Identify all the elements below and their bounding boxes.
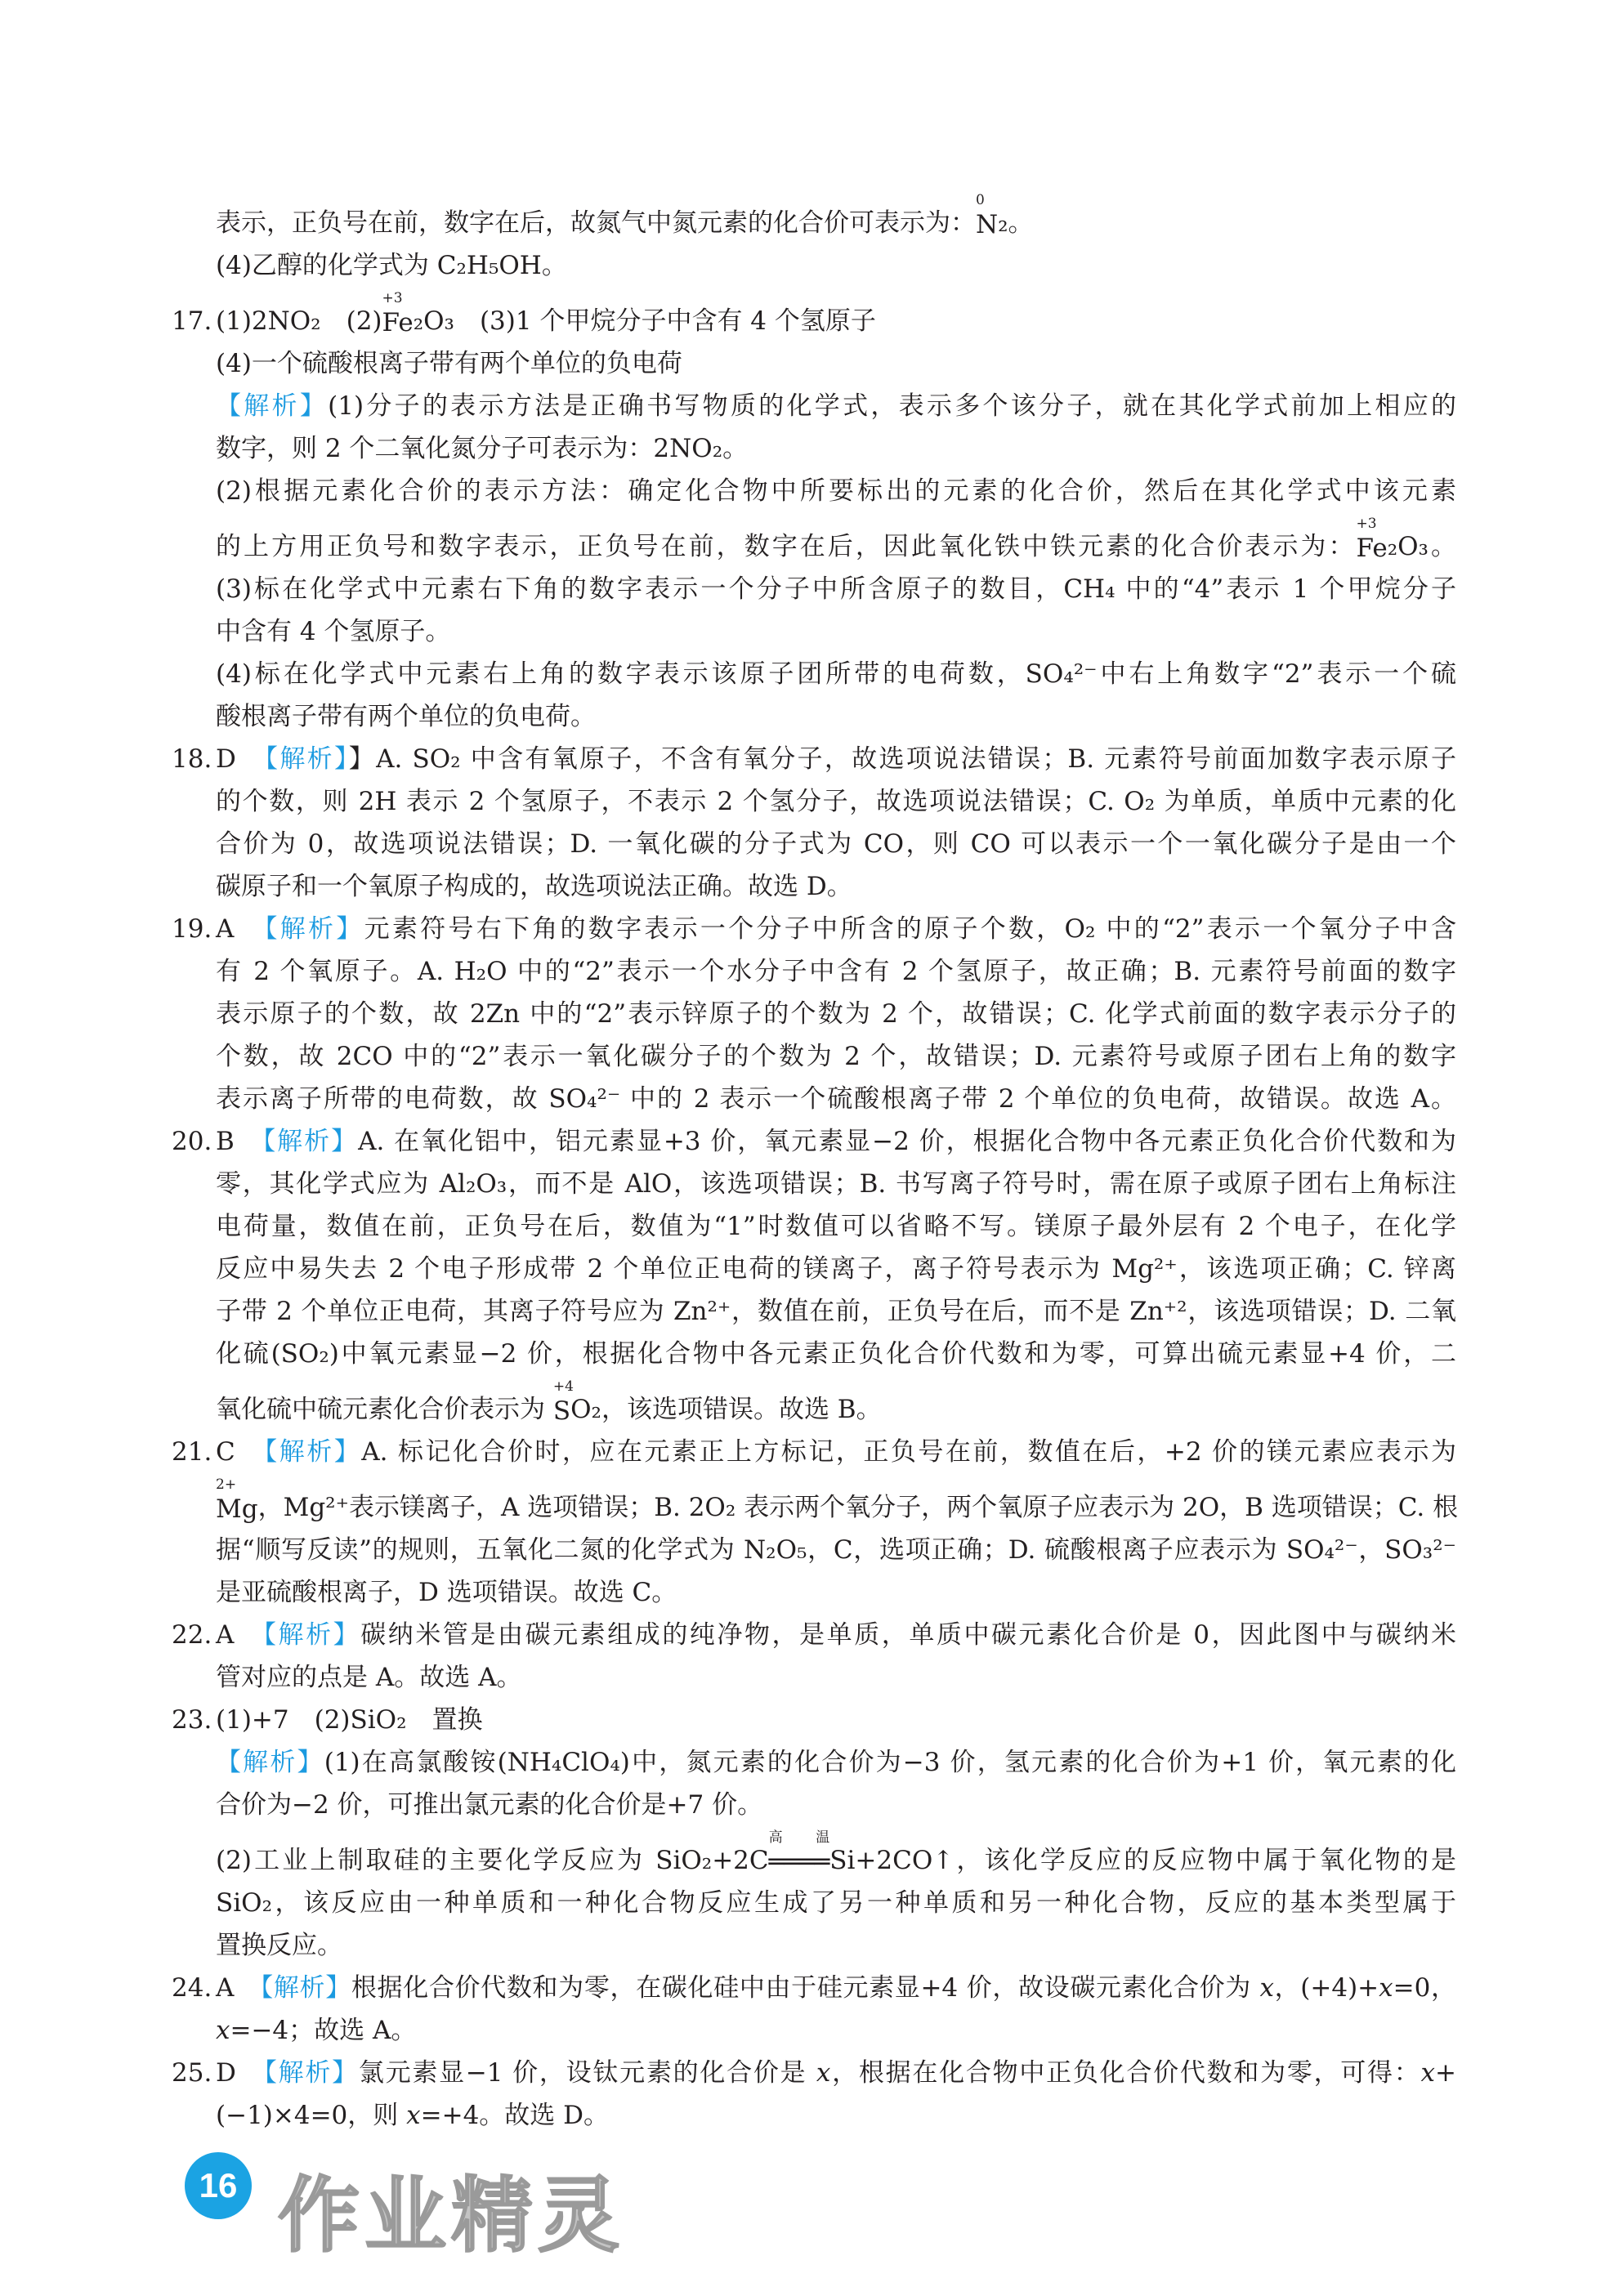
indent: [172, 1741, 216, 1784]
text-line: [172, 470, 1456, 512]
indent: [172, 1078, 216, 1120]
text-line: [172, 1784, 1456, 1826]
text-segment: =−4；故选 A。: [230, 2016, 417, 2045]
line-text: [216, 2094, 1456, 2137]
line-text: [216, 738, 1456, 780]
answer-text: [172, 189, 1459, 2137]
text-line: [172, 191, 1456, 244]
text-segment: (2)根据元素化合价的表示方法：确定化合物中所要标出的元素的化合价，然后在其化学式中该元素: [216, 476, 1456, 506]
text-segment: (1)2NO₂ (2): [216, 306, 382, 336]
indent: [172, 865, 216, 908]
text-line: [172, 1078, 1456, 1120]
page-number-badge: 16: [185, 2152, 252, 2219]
text-segment: B: [216, 1127, 263, 1156]
text-segment: 管对应的点是 A。故选 A。: [216, 1663, 522, 1692]
text-segment: 有 2 个氧原子。A. H₂O 中的“2”表示一个水分子中含有 2 个氢原子，故正确；B. 元素符号前面的数字: [216, 957, 1456, 986]
analysis-label: 【解析】: [264, 914, 364, 944]
indent: [172, 470, 216, 512]
line-text: [216, 865, 1456, 908]
text-segment: 碳纳米管是由碳元素组成的纯净物，是单质，单质中碳元素化合价是 0，因此图中与碳纳米: [360, 1620, 1457, 1650]
text-segment: A. 标记化合价时，应在元素正上方标记，正负号在前，数值在后，+2 价的镁元素应表示为: [361, 1437, 1456, 1467]
text-line: [172, 342, 1456, 385]
text-line: [172, 427, 1456, 470]
text-line: [172, 1882, 1456, 1924]
element-symbol: ════: [768, 1847, 830, 1877]
text-segment: ₂O₃ (3)1 个甲烷分子中含有 4 个氢原子: [413, 306, 876, 336]
text-line: [172, 1656, 1456, 1699]
text-line: [172, 1205, 1456, 1248]
line-text: [216, 1163, 1456, 1205]
line-text: [216, 1784, 1456, 1826]
text-segment: (1)分子的表示方法是正确书写物质的化学式，表示多个该分子，就在其化学式前加上相应的: [328, 391, 1456, 421]
text-segment: 根据化合价代数和为零，在碳化硅中由于硅元素显+4 价，故设碳元素化合价为: [351, 1973, 1260, 2003]
text-line: [172, 1333, 1456, 1375]
indent: [172, 1924, 216, 1967]
indent: [172, 1784, 216, 1826]
question-number: 25.: [172, 2058, 212, 2088]
indent: [172, 2094, 216, 2137]
text-line: [172, 1476, 1459, 1529]
text-segment: 元素符号右下角的数字表示一个分子中所含的原子个数，O₂ 中的“2”表示一个氧分子中含: [364, 914, 1457, 944]
text-line: [172, 385, 1456, 427]
analysis-label: 【解析】: [264, 1437, 362, 1467]
analysis-label: 【解析】: [216, 1748, 324, 1777]
line-text: [216, 385, 1456, 427]
text-segment: 化硫(SO₂)中氧元素显−2 价，根据化合物中各元素正负化合价代数和为零，可算出硫元素显+4 价，二: [216, 1339, 1456, 1369]
text-line: [172, 695, 1456, 738]
line-text: [216, 1378, 1456, 1431]
line-text: [216, 950, 1456, 993]
line-text: [216, 427, 1456, 470]
question-number: 19.: [172, 914, 212, 944]
line-text: [216, 993, 1456, 1035]
line-text: [216, 1431, 1456, 1473]
valence-mark: [382, 289, 414, 337]
indent: [172, 1388, 216, 1431]
line-text: [216, 1290, 1456, 1333]
text-segment: 氯元素显−1 价，设钛元素的化合价是: [358, 2058, 816, 2088]
analysis-label: 【解析】: [265, 744, 349, 774]
analysis-label: 【解析】: [263, 1620, 361, 1650]
text-segment: =+4。故选 D。: [420, 2101, 610, 2130]
text-segment: 电荷量，数值在前，正负号在后，数值为“1”时数值可以省略不写。镁原子最外层有 2 个电子，在化学: [216, 1212, 1456, 1241]
line-text: [216, 1035, 1456, 1078]
text-segment: A: [216, 914, 265, 944]
indent: [172, 1882, 216, 1924]
question-number: 20.: [172, 1127, 212, 1156]
element-symbol: Fe: [1356, 533, 1388, 563]
line-text: [216, 1614, 1456, 1656]
text-line: [172, 950, 1456, 993]
element-symbol: Fe: [382, 307, 414, 337]
valence-number: +4: [552, 1378, 574, 1395]
text-segment: (4)一个硫酸根离子带有两个单位的负电荷: [216, 349, 682, 378]
line-text: [216, 823, 1456, 865]
indent: [172, 1529, 216, 1571]
indent: [172, 993, 216, 1035]
text-line: [172, 865, 1456, 908]
question-number: 18.: [172, 744, 212, 774]
line-text: [216, 1699, 1456, 1741]
text-segment: 中含有 4 个氢原子。: [216, 617, 451, 646]
text-line: [172, 1924, 1456, 1967]
text-segment: 数字，则 2 个二氧化氮分子可表示为：2NO₂。: [216, 434, 749, 463]
text-segment: 个数，故 2CO 中的“2”表示一氧化碳分子的个数为 2 个，故错误；D. 元素符号或原子团右上角的数字: [216, 1042, 1456, 1071]
text-line: [172, 823, 1456, 865]
variable: x: [1420, 2058, 1436, 2088]
analysis-label: 【解析】: [262, 1127, 359, 1156]
line-text: [216, 2009, 1456, 2052]
question-number: 21.: [172, 1437, 212, 1467]
text-segment: ，Mg²⁺表示镁离子，A 选项错误；B. 2O₂ 表示两个氧分子，两个氧原子应表示为 2O，B 选项错误；C. 根: [257, 1493, 1459, 1522]
line-text: [216, 289, 1456, 342]
element-symbol: Mg: [216, 1494, 258, 1524]
text-segment: ，根据在化合物中正负化合价代数和为零，可得：: [830, 2058, 1421, 2088]
text-line: [172, 2052, 1456, 2094]
indent: [172, 202, 216, 244]
text-segment: Si+2CO↑，该化学反应的反应物中属于氧化物的是: [829, 1846, 1456, 1875]
line-text: [216, 610, 1456, 653]
analysis-label: 【解析】: [216, 391, 329, 421]
question-number: 22.: [172, 1620, 212, 1650]
text-segment: (4)标在化学式中元素右上角的数字表示该原子团所带的电荷数，SO₄²⁻中右上角数字“2”表示一个硫: [216, 659, 1456, 689]
text-line: [172, 993, 1456, 1035]
text-line: [172, 738, 1456, 780]
text-line: [172, 1248, 1456, 1290]
indent: [172, 568, 216, 610]
line-text: [216, 1120, 1456, 1163]
line-text: [216, 2052, 1456, 2094]
valence-mark: [1356, 515, 1388, 563]
text-line: [172, 1614, 1456, 1656]
text-line: [172, 1290, 1456, 1333]
indent: [172, 1656, 216, 1699]
line-text: [216, 1333, 1456, 1375]
text-line: [172, 1431, 1456, 1473]
text-segment: (1)+7 (2)SiO₂ 置换: [216, 1705, 483, 1735]
valence-mark: [552, 1378, 574, 1426]
text-segment: 表示，正负号在前，数字在后，故氮气中氮元素的化合价可表示为：: [216, 208, 976, 238]
text-segment: 置换反应。: [216, 1931, 342, 1960]
line-text: [216, 1248, 1456, 1290]
valence-number: +3: [382, 289, 403, 306]
indent: [172, 780, 216, 823]
line-text: [216, 1078, 1456, 1120]
indent: [172, 695, 216, 738]
text-line: [172, 2094, 1456, 2137]
line-text: [216, 1741, 1456, 1784]
valence-mark: [976, 191, 999, 239]
valence-number: 高温: [768, 1829, 830, 1846]
indent: [172, 1839, 216, 1882]
indent: [172, 244, 216, 287]
text-segment: +: [1435, 2058, 1457, 2088]
indent: [172, 1248, 216, 1290]
text-line: [172, 289, 1456, 342]
variable: x: [406, 2101, 421, 2130]
line-text: [216, 1829, 1456, 1882]
text-line: [172, 244, 1456, 287]
indent: [172, 950, 216, 993]
line-text: [216, 1529, 1456, 1571]
text-line: [172, 1699, 1456, 1741]
indent: [172, 653, 216, 695]
indent: [172, 1290, 216, 1333]
indent: [172, 342, 216, 385]
indent: [172, 1205, 216, 1248]
text-segment: A: [216, 1973, 261, 2003]
variable: x: [816, 2058, 831, 2088]
text-segment: 氧化硫中硫元素化合价表示为: [216, 1395, 553, 1424]
valence-number: 0: [976, 191, 985, 208]
text-segment: D: [216, 744, 266, 774]
text-line: [172, 908, 1456, 950]
text-line: [172, 780, 1456, 823]
text-segment: C: [216, 1437, 265, 1467]
text-segment: 酸根离子带有两个单位的负电荷。: [216, 702, 596, 731]
indent: [172, 610, 216, 653]
reaction-condition: [768, 1829, 830, 1877]
text-line: [172, 1163, 1456, 1205]
indent: [172, 525, 216, 568]
text-segment: 的个数，则 2H 表示 2 个氢原子，不表示 2 个氢分子，故选项说法错误；C. O₂ 为单质，单质中元素的化: [216, 787, 1456, 816]
text-line: [172, 2009, 1456, 2052]
text-line: [172, 1829, 1456, 1882]
line-text: [216, 568, 1456, 610]
text-segment: 子带 2 个单位正电荷，其离子符号应为 Zn²⁺，数值在前，正负号在后，而不是 Zn⁺²，该选项错误；D. 二氧: [216, 1297, 1456, 1326]
text-line: [172, 610, 1456, 653]
variable: x: [1379, 1973, 1393, 2003]
text-line: [172, 1967, 1456, 2009]
question-number: 17.: [172, 306, 212, 336]
line-text: [216, 1205, 1456, 1248]
analysis-label: 【解析】: [260, 1973, 351, 2003]
text-line: [172, 1035, 1456, 1078]
text-segment: 】A. SO₂ 中含有氧原子，不含有氧分子，故选项说法错误；B. 元素符号前面加数字表示原子: [348, 744, 1457, 774]
line-text: [216, 191, 1456, 244]
line-text: [216, 780, 1456, 823]
text-segment: 表示原子的个数，故 2Zn 中的“2”表示锌原子的个数为 2 个，故错误；C. 化学式前面的数字表示分子的: [216, 999, 1456, 1029]
line-text: [216, 695, 1456, 738]
line-text: [216, 1476, 1459, 1529]
valence-number: 2+: [216, 1476, 237, 1493]
indent: [172, 1333, 216, 1375]
indent: [172, 1035, 216, 1078]
line-text: [216, 1656, 1456, 1699]
text-segment: ，(+4)+: [1273, 1973, 1379, 2003]
text-segment: 据“顺写反读”的规则，五氧化二氮的化学式为 N₂O₅，C，选项正确；D. 硫酸根离子应表示为 SO₄²⁻，SO₃²⁻: [216, 1535, 1456, 1565]
text-line: [172, 1741, 1456, 1784]
line-text: [216, 244, 1456, 287]
indent: [172, 1163, 216, 1205]
line-text: [216, 653, 1456, 695]
text-line: [172, 1378, 1456, 1431]
valence-number: +3: [1356, 515, 1377, 532]
variable: x: [1259, 1973, 1274, 2003]
analysis-label: 【解析】: [264, 2058, 359, 2088]
text-segment: 的上方用正负号和数字表示，正负号在前，数字在后，因此氧化铁中铁元素的化合价表示为：: [216, 532, 1357, 561]
text-segment: (4)乙醇的化学式为 C₂H₅OH。: [216, 251, 567, 280]
text-line: [172, 1529, 1456, 1571]
line-text: [216, 1924, 1456, 1967]
line-text: [216, 470, 1456, 512]
indent: [172, 427, 216, 470]
line-text: [216, 1967, 1456, 2009]
text-segment: A: [216, 1620, 264, 1650]
text-line: [172, 653, 1456, 695]
text-line: [172, 568, 1456, 610]
element-symbol: N: [976, 209, 999, 239]
line-text: [216, 1571, 1456, 1614]
text-segment: D: [216, 2058, 265, 2088]
line-text: [216, 908, 1456, 950]
text-segment: 表示离子所带的电荷数，故 SO₄²⁻ 中的 2 表示一个硫酸根离子带 2 个单位的负电荷，故错误。故选 A。: [216, 1084, 1456, 1114]
text-segment: =0，: [1393, 1973, 1457, 2003]
text-line: [172, 1120, 1456, 1163]
question-number: 24.: [172, 1973, 212, 2003]
text-segment: O₂，该选项错误。故选 B。: [570, 1395, 882, 1424]
indent: [172, 385, 216, 427]
line-text: [216, 342, 1456, 385]
text-segment: (−1)×4=0，则: [216, 2101, 407, 2130]
indent: [172, 1486, 216, 1529]
text-segment: 零，其化学式应为 Al₂O₃，而不是 AlO，该选项错误；B. 书写离子符号时，需在原子或原子团右上角标注: [216, 1169, 1456, 1199]
element-symbol: S: [552, 1396, 571, 1426]
text-segment: 反应中易失去 2 个电子形成带 2 个单位正电荷的镁离子，离子符号表示为 Mg²⁺，该选项正确；C. 锌离: [216, 1254, 1456, 1284]
valence-mark: [216, 1476, 258, 1524]
indent: [172, 823, 216, 865]
line-text: [216, 1882, 1456, 1924]
text-segment: 合价为 0，故选项说法错误；D. 一氧化碳的分子式为 CO，则 CO 可以表示一个一氧化碳分子是由一个: [216, 829, 1456, 859]
variable: x: [216, 2016, 230, 2045]
text-segment: (2)工业上制取硅的主要化学反应为 SiO₂+2C: [216, 1846, 769, 1875]
text-segment: 合价为−2 价，可推出氯元素的化合价是+7 价。: [216, 1790, 763, 1820]
indent: [172, 2009, 216, 2052]
text-segment: (3)标在化学式中元素右下角的数字表示一个分子中所含原子的数目，CH₄ 中的“4”表示 1 个甲烷分子: [216, 574, 1456, 604]
line-text: [216, 515, 1456, 568]
question-number: 23.: [172, 1705, 212, 1735]
text-line: [172, 515, 1456, 568]
text-segment: ₂。: [998, 208, 1034, 238]
text-segment: SiO₂，该反应由一种单质和一种化合物反应生成了另一种单质和另一种化合物，反应的基本类型属于: [216, 1888, 1456, 1918]
text-segment: (1)在高氯酸铵(NH₄ClO₄)中，氮元素的化合价为−3 价，氢元素的化合价为+1 价，氧元素的化: [324, 1748, 1457, 1777]
watermark: 作业精灵: [278, 2168, 624, 2263]
text-segment: ₂O₃。: [1387, 532, 1456, 561]
indent: [172, 1571, 216, 1614]
text-segment: A. 在氧化铝中，铝元素显+3 价，氧元素显−2 价，根据化合物中各元素正负化合价代数和为: [358, 1127, 1457, 1156]
text-segment: 是亚硫酸根离子，D 选项错误。故选 C。: [216, 1578, 677, 1607]
text-line: [172, 1571, 1456, 1614]
text-segment: 碳原子和一个氧原子构成的，故选项说法正确。故选 D。: [216, 872, 852, 901]
